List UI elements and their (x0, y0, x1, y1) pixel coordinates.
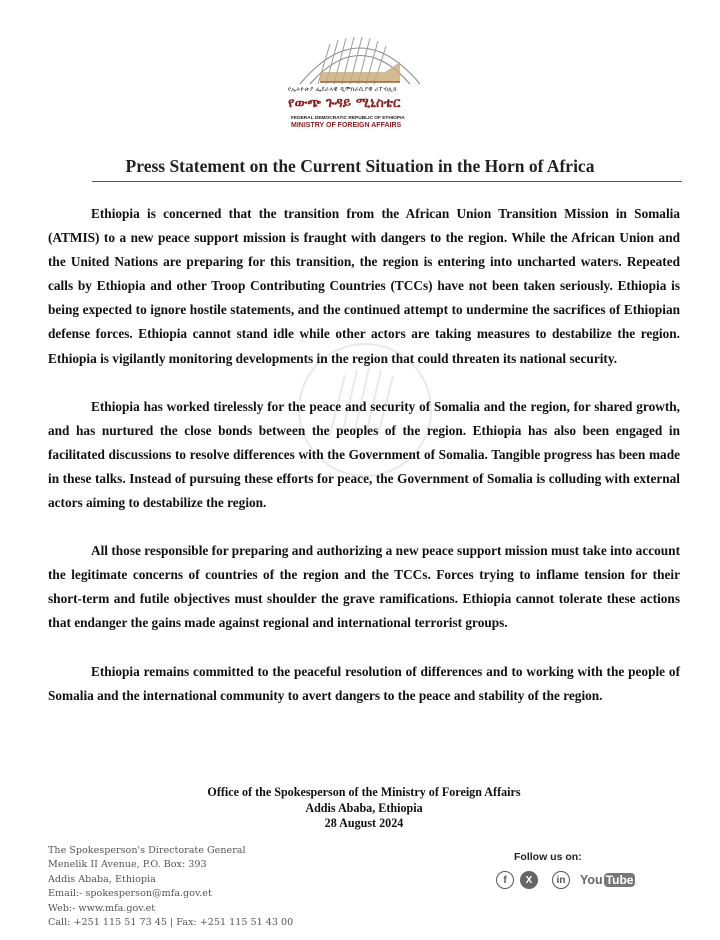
signature-city: Addis Ababa, Ethiopia (305, 800, 423, 815)
page-title: Press Statement on the Current Situation in the Horn of Africa (125, 156, 595, 176)
x-icon[interactable]: X (520, 871, 538, 889)
paragraph-4: Ethiopia remains committed to the peaceful resolution of differences and to working with the people of Somalia and the international community to avert dangers to the peace and stability of the region. (48, 663, 680, 703)
statement-body (48, 202, 680, 708)
org-amharic-name: የውጭ ጉዳይ ሚኒስቴር (288, 95, 401, 111)
youtube-icon[interactable] (580, 873, 635, 887)
org-english-small: FEDERAL DEMOCRATIC REPUBLIC OF ETHIOPIA (291, 116, 405, 121)
org-amharic-small: የኢትዮጵያ ፌደራላዊ ዲሞክራሲያዊ ሪፐብሊክ (288, 86, 397, 93)
youtube-you-text: You (580, 873, 603, 887)
footer-phone: Call: +251 115 51 73 45 | Fax: +251 115 51 43 00 (48, 917, 294, 929)
footer-directorate: The Spokesperson's Directorate General (48, 845, 246, 856)
title-underline (92, 181, 682, 182)
paragraph-2: Ethiopia has worked tirelessly for the peace and security of Somalia and the region, for shared growth, and has nurtured the close bonds between the peoples of the region. Ethiopia has also been engaged in facilitated discussions to resolve differences with the Government of Somalia. Tangible progress has been made in these talks. Instead of pursuing these efforts for peace, the Government of Somalia is colluding with external actors aiming to destabilize the region. (48, 398, 680, 511)
footer-contact (48, 844, 308, 930)
facebook-icon[interactable]: f (496, 871, 514, 889)
signature-office: Office of the Spokesperson of the Ministry of Foreign Affairs (207, 785, 521, 799)
signature-date: 28 August 2024 (324, 816, 404, 830)
youtube-tube-text: Tube (605, 873, 634, 887)
paragraph-3: All those responsible for preparing and authorizing a new peace support mission must take into account the legitimate concerns of countries of the region and the TCCs. Forces trying to inflame tension for their short-term and futile objectives must shoulder the grave ramifications. Ethiopia cannot tolerate these actions that endanger the gains made against regional and international terrorist groups. (48, 543, 680, 631)
social-links (496, 869, 635, 891)
footer-address: Menelik II Avenue, P.O. Box: 393 (48, 859, 207, 871)
org-english-name: MINISTRY OF FOREIGN AFFAIRS (291, 122, 402, 129)
paragraph-1: Ethiopia is concerned that the transition from the African Union Transition Mission in Somalia (ATMIS) to a new peace support mission is fraught with dangers to the region. While the African Union and the United Nations are preparing for this transition, the region is entering into uncharted waters. Repeated calls by Ethiopia and other Troop Contributing Countries (TCCs) have not been taken seriously. Ethiopia is being expected to ignore hostile statements, and the continued attempt to undermine the sacrifices of Ethiopian defense forces. Ethiopia cannot stand idle while other actors are taking measures to destabilize the region. Ethiopia is vigilantly monitoring developments in the region that could threaten its national security. (48, 206, 680, 366)
footer-web[interactable]: Web:- www.mfa.gov.et (48, 902, 156, 914)
footer-email[interactable]: Email:- spokesperson@mfa.gov.et (48, 888, 212, 900)
linkedin-icon[interactable]: in (552, 871, 570, 889)
signature-block (0, 785, 720, 832)
follow-label: Follow us on: (514, 851, 582, 863)
footer-city: Addis Ababa, Ethiopia (48, 873, 156, 885)
